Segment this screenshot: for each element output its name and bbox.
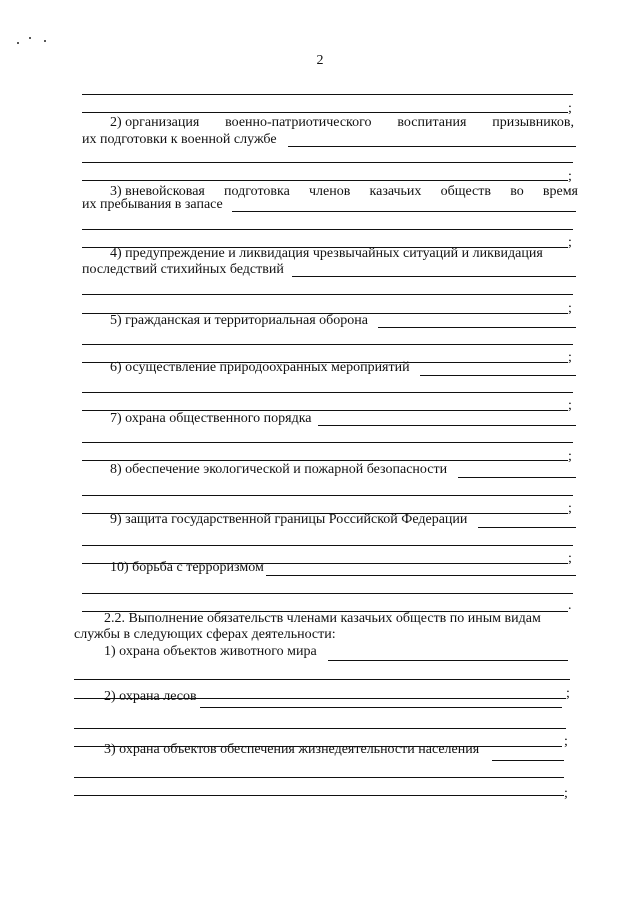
fill-line <box>82 495 573 496</box>
fill-line <box>266 575 576 576</box>
line-end-semicolon: ; <box>568 501 572 516</box>
line-end-period: . <box>568 598 572 613</box>
item-3-line-2: их пребывания в запасе <box>82 197 223 212</box>
word: казачьих <box>369 184 422 199</box>
word: 2) организация <box>110 115 200 130</box>
line-end-semicolon: ; <box>564 786 568 801</box>
fill-line <box>378 327 576 328</box>
fill-line <box>318 425 576 426</box>
item-2-line-2: их подготовки к военной службе <box>82 132 277 147</box>
line-end-semicolon: ; <box>566 686 570 701</box>
fill-line <box>74 679 570 680</box>
word: 3) вневойсковая <box>110 184 205 199</box>
fill-line <box>200 707 562 708</box>
fill-line <box>82 392 573 393</box>
line-end-semicolon: ; <box>568 235 572 250</box>
fill-line <box>82 545 573 546</box>
line-end-semicolon: ; <box>568 301 572 316</box>
fill-line <box>82 180 568 181</box>
word: время <box>542 184 578 199</box>
line-end-semicolon: ; <box>568 169 572 184</box>
fill-line <box>82 112 568 113</box>
item-9-label: 9) защита государственной границы Российской Федерации <box>110 512 468 527</box>
line-end-semicolon: ; <box>568 551 572 566</box>
word: во <box>510 184 524 199</box>
fill-line <box>82 162 573 163</box>
fill-line <box>82 229 573 230</box>
scan-speck <box>29 37 31 39</box>
fill-line <box>232 211 576 212</box>
fill-line <box>288 146 576 147</box>
fill-line <box>74 777 564 778</box>
word: обществ <box>440 184 492 199</box>
word: воспитания <box>397 115 467 130</box>
fill-line <box>82 460 568 461</box>
fill-line <box>82 294 573 295</box>
section-2-2-item-2-label: 2) охрана лесов <box>104 689 197 704</box>
fill-line <box>82 344 573 345</box>
fill-line <box>74 795 564 796</box>
item-5-label: 5) гражданская и территориальная оборона <box>110 313 369 328</box>
item-4-line-1: 4) предупреждение и ликвидация чрезвычайных ситуаций и ликвидация <box>110 246 543 261</box>
section-2-2-heading-line-2: службы в следующих сферах деятельности: <box>74 627 336 642</box>
item-2-line-1 <box>110 115 574 131</box>
fill-line <box>292 276 576 277</box>
line-end-semicolon: ; <box>568 398 572 413</box>
word: членов <box>309 184 351 199</box>
scan-speck <box>17 42 19 44</box>
scan-speck <box>44 40 46 42</box>
fill-line <box>478 527 576 528</box>
fill-line <box>74 728 566 729</box>
word: военно-патриотического <box>225 115 372 130</box>
line-end-semicolon: ; <box>564 734 568 749</box>
section-2-2-heading-line-1: 2.2. Выполнение обязательств членами казачьих обществ по иным видам <box>104 611 541 626</box>
line-end-semicolon: ; <box>568 101 572 116</box>
fill-line <box>420 375 576 376</box>
word: подготовка <box>224 184 290 199</box>
line-end-semicolon: ; <box>568 449 572 464</box>
item-7-label: 7) охрана общественного порядка <box>110 411 312 426</box>
item-10-label: 10) борьба с терроризмом <box>110 560 264 575</box>
fill-line <box>82 94 573 95</box>
item-6-label: 6) осуществление природоохранных мероприятий <box>110 360 410 375</box>
fill-line <box>82 593 573 594</box>
section-2-2-item-3-label: 3) охрана объектов обеспечения жизнедеятельности населения <box>104 742 480 757</box>
item-4-line-2: последствий стихийных бедствий <box>82 262 284 277</box>
section-2-2-item-1-label: 1) охрана объектов животного мира <box>104 644 317 659</box>
fill-line <box>492 760 564 761</box>
line-end-semicolon: ; <box>568 350 572 365</box>
fill-line <box>328 660 568 661</box>
item-8-label: 8) обеспечение экологической и пожарной безопасности <box>110 462 448 477</box>
fill-line <box>458 477 576 478</box>
word: призывников, <box>492 115 574 130</box>
page-number: 2 <box>316 53 324 68</box>
fill-line <box>82 442 573 443</box>
